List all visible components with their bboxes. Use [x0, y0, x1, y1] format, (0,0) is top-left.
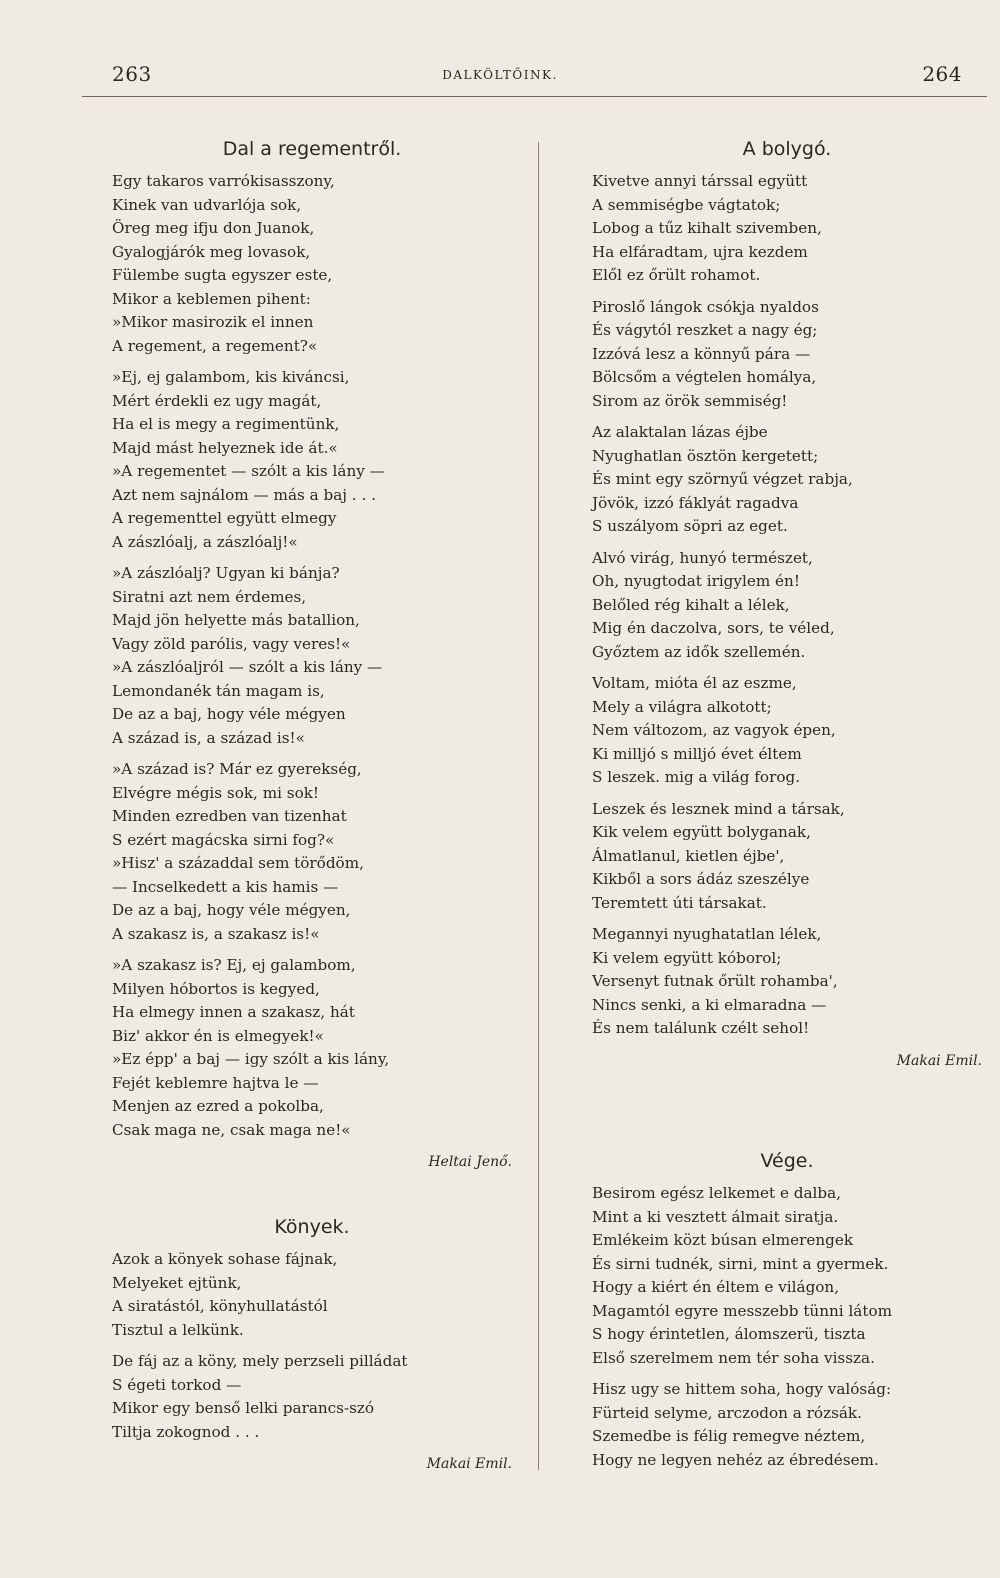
verse-line: Elől ez őrült rohamot.: [592, 266, 761, 284]
page-number-left: 263: [112, 62, 152, 86]
stanza: [112, 954, 512, 1142]
verse-line: Hogy ne legyen nehéz az ébredésem.: [592, 1450, 879, 1469]
stanza: [112, 1350, 512, 1444]
verse-line: Kivetve annyi társsal együtt: [592, 172, 808, 190]
verse-line: Szemedbe is félig remegve néztem,: [592, 1427, 866, 1445]
poem-body: [592, 170, 982, 1041]
verse-line: A siratástól, könyhullatástól: [112, 1297, 328, 1315]
poem-author: Heltai Jenő.: [428, 1154, 512, 1170]
verse-line: »Hisz' a századdal sem törődöm,: [112, 854, 364, 872]
stanza: [112, 366, 512, 554]
stanza: [592, 672, 982, 790]
verse-line: Öreg meg ifju don Juanok,: [112, 219, 315, 237]
verse-line: Biz' akkor én is elmegyek!«: [112, 1026, 324, 1045]
verse-line: Csak maga ne, csak maga ne!«: [112, 1120, 351, 1139]
verse-line: Azok a könyek sohase fájnak,: [112, 1250, 338, 1268]
verse-line: Nyughatlan ösztön kergetett;: [592, 446, 819, 465]
stanza: [112, 562, 512, 750]
verse-line: De az a baj, hogy véle mégyen: [112, 705, 346, 723]
verse-line: Melyeket ejtünk,: [112, 1273, 242, 1292]
verse-line: Ha elmegy innen a szakasz, hát: [112, 1003, 355, 1021]
verse-line: Siratni azt nem érdemes,: [112, 587, 307, 606]
verse-line: Gyalogjárók meg lovasok,: [112, 242, 311, 261]
verse-line: A regementtel együtt elmegy: [112, 509, 337, 527]
verse-line: Nem változom, az vagyok épen,: [592, 721, 836, 739]
poem-author: Makai Emil.: [426, 1456, 512, 1472]
stanza: [592, 547, 982, 665]
verse-line: S ezért magácska sirni fog?«: [112, 830, 335, 849]
verse-line: »Ej, ej galambom, kis kiváncsi,: [112, 368, 350, 386]
verse-line: És nem találunk czélt sehol!: [592, 1019, 810, 1037]
header-rule: [82, 96, 987, 97]
verse-line: S hogy érintetlen, álomszerü, tiszta: [592, 1325, 866, 1343]
verse-line: Mikor egy benső lelki parancs-szó: [112, 1399, 375, 1417]
verse-line: A regement, a regement?«: [112, 336, 318, 355]
poem-dal-a-regementrol: [112, 134, 512, 1174]
stanza: [592, 1182, 982, 1370]
verse-line: Fürteid selyme, arczodon a rózsák.: [592, 1403, 862, 1422]
verse-line: Mint a ki vesztett álmait siratja.: [592, 1207, 839, 1226]
page-number-right: 264: [922, 62, 962, 86]
verse-line: Győztem az idők szellemén.: [592, 642, 806, 661]
verse-line: És sirni tudnék, sirni, mint a gyermek.: [592, 1254, 889, 1273]
verse-line: Majd mást helyeznek ide át.«: [112, 438, 338, 457]
verse-line: Ha el is megy a regimentünk,: [112, 415, 340, 433]
verse-line: »A regementet — szólt a kis lány —: [112, 462, 385, 480]
verse-line: Hisz ugy se hittem soha, hogy valóság:: [592, 1380, 892, 1398]
verse-line: És mint egy szörnyű végzet rabja,: [592, 470, 853, 488]
verse-line: Lemondanék tán magam is,: [112, 681, 325, 700]
verse-line: S leszek. mig a világ forog.: [592, 768, 801, 786]
verse-line: Alvó virág, hunyó természet,: [592, 548, 813, 567]
column-divider: [538, 142, 539, 1470]
poem-title: Dal a regementről.: [222, 138, 402, 160]
verse-line: Mig én daczolva, sors, te véled,: [592, 619, 835, 637]
verse-line: Minden ezredben van tizenhat: [112, 807, 347, 825]
verse-line: Hogy a kiért én éltem e világon,: [592, 1278, 840, 1296]
verse-line: Fülembe sugta egyszer este,: [112, 266, 333, 284]
verse-line: Vagy zöld parólis, vagy veres!«: [112, 634, 351, 653]
running-title: DALKÖLTŐINK.: [442, 68, 558, 82]
verse-line: Oh, nyugtodat irigylem én!: [592, 572, 800, 590]
verse-line: S uszályom söpri az eget.: [592, 517, 788, 535]
verse-line: Versenyt futnak őrült rohamba',: [592, 972, 838, 990]
verse-line: Azt nem sajnálom — más a baj . . .: [112, 485, 376, 504]
verse-line: Ki milljó s milljó évet éltem: [592, 744, 802, 763]
verse-line: Tiltja zokognod . . .: [112, 1422, 260, 1441]
verse-line: Kikből a sors ádáz szeszélye: [592, 870, 810, 888]
verse-line: Lobog a tűz kihalt szivemben,: [592, 219, 822, 237]
poem-body: [592, 1182, 982, 1472]
verse-line: Mikor a keblemen pihent:: [112, 289, 311, 308]
poem-title: Könyek.: [274, 1216, 350, 1238]
verse-line: Nincs senki, a ki elmaradna —: [592, 995, 827, 1014]
stanza: [112, 1248, 512, 1342]
verse-line: És vágytól reszket a nagy ég;: [592, 321, 818, 339]
verse-line: Kinek van udvarlója sok,: [112, 195, 302, 214]
verse-line: Izzóvá lesz a könnyű pára —: [592, 344, 811, 363]
verse-line: Tisztul a lelkünk.: [112, 1320, 244, 1339]
poem-title: Vége.: [760, 1150, 814, 1172]
verse-line: A zászlóalj, a zászlóalj!«: [112, 532, 298, 551]
verse-line: S égeti torkod —: [112, 1375, 242, 1394]
verse-line: Kik velem együtt bolyganak,: [592, 823, 811, 841]
verse-line: Majd jön helyette más batallion,: [112, 611, 360, 629]
verse-line: Ha elfáradtam, ujra kezdem: [592, 242, 808, 261]
verse-line: Mely a világra alkotott;: [592, 697, 772, 716]
poem-a-bolygo: [592, 134, 982, 1073]
stanza: [592, 798, 982, 916]
stanza: [592, 1378, 982, 1472]
verse-line: »A zászlóaljról — szólt a kis lány —: [112, 658, 383, 676]
stanza: [592, 421, 982, 539]
verse-line: Milyen hóbortos is kegyed,: [112, 979, 320, 998]
poem-body: [112, 1248, 512, 1444]
verse-line: A semmiségbe vágtatok;: [592, 195, 781, 214]
stanza: [592, 170, 982, 288]
poem-konyek: [112, 1212, 512, 1476]
stanza: [112, 170, 512, 358]
verse-line: Jövök, izzó fáklyát ragadva: [592, 493, 799, 512]
verse-line: Első szerelmem nem tér soha vissza.: [592, 1348, 875, 1367]
verse-line: Sirom az örök semmiség!: [592, 391, 788, 410]
verse-line: Belőled rég kihalt a lélek,: [592, 595, 790, 614]
verse-line: Mért érdekli ez ugy magát,: [112, 391, 322, 410]
verse-line: Leszek és lesznek mind a társak,: [592, 799, 845, 818]
stanza: [112, 758, 512, 946]
verse-line: De fáj az a köny, mely perzseli pilládat: [112, 1352, 408, 1370]
verse-line: »Ez épp' a baj — igy szólt a kis lány,: [112, 1050, 390, 1068]
verse-line: Teremtett úti társakat.: [592, 893, 767, 912]
verse-line: A század is, a század is!«: [112, 728, 305, 747]
poem-title: A bolygó.: [742, 138, 832, 160]
verse-line: Magamtól egyre messzebb tünni látom: [592, 1301, 893, 1320]
verse-line: — Incselkedett a kis hamis —: [112, 877, 339, 896]
verse-line: Ki velem együtt kóborol;: [592, 948, 782, 967]
stanza: [592, 296, 982, 414]
verse-line: Megannyi nyughatatlan lélek,: [592, 925, 822, 943]
verse-line: Menjen az ezred a pokolba,: [112, 1097, 324, 1115]
verse-line: »A század is? Már ez gyerekség,: [112, 760, 362, 778]
verse-line: »Mikor masirozik el innen: [112, 313, 314, 331]
verse-line: Álmatlanul, kietlen éjbe',: [592, 846, 785, 865]
verse-line: »A zászlóalj? Ugyan ki bánja?: [112, 564, 340, 582]
verse-line: Elvégre mégis sok, mi sok!: [112, 783, 320, 802]
verse-line: Piroslő lángok csókja nyaldos: [592, 297, 819, 316]
verse-line: Fejét keblemre hajtva le —: [112, 1073, 319, 1092]
poem-author: Makai Emil.: [896, 1052, 982, 1069]
verse-line: A szakasz is, a szakasz is!«: [112, 924, 320, 943]
verse-line: Emlékeim közt búsan elmerengek: [592, 1231, 854, 1249]
verse-line: Besirom egész lelkemet e dalba,: [592, 1184, 842, 1202]
verse-line: Egy takaros varrókisasszony,: [112, 172, 335, 190]
stanza: [592, 923, 982, 1041]
verse-line: Voltam, mióta él az eszme,: [592, 674, 797, 692]
verse-line: De az a baj, hogy véle mégyen,: [112, 901, 351, 919]
verse-line: Az alaktalan lázas éjbe: [592, 423, 768, 441]
poem-vege: [592, 1146, 982, 1480]
verse-line: Bölcsőm a végtelen homálya,: [592, 368, 817, 386]
poem-body: [112, 170, 512, 1142]
verse-line: »A szakasz is? Ej, ej galambom,: [112, 956, 356, 974]
